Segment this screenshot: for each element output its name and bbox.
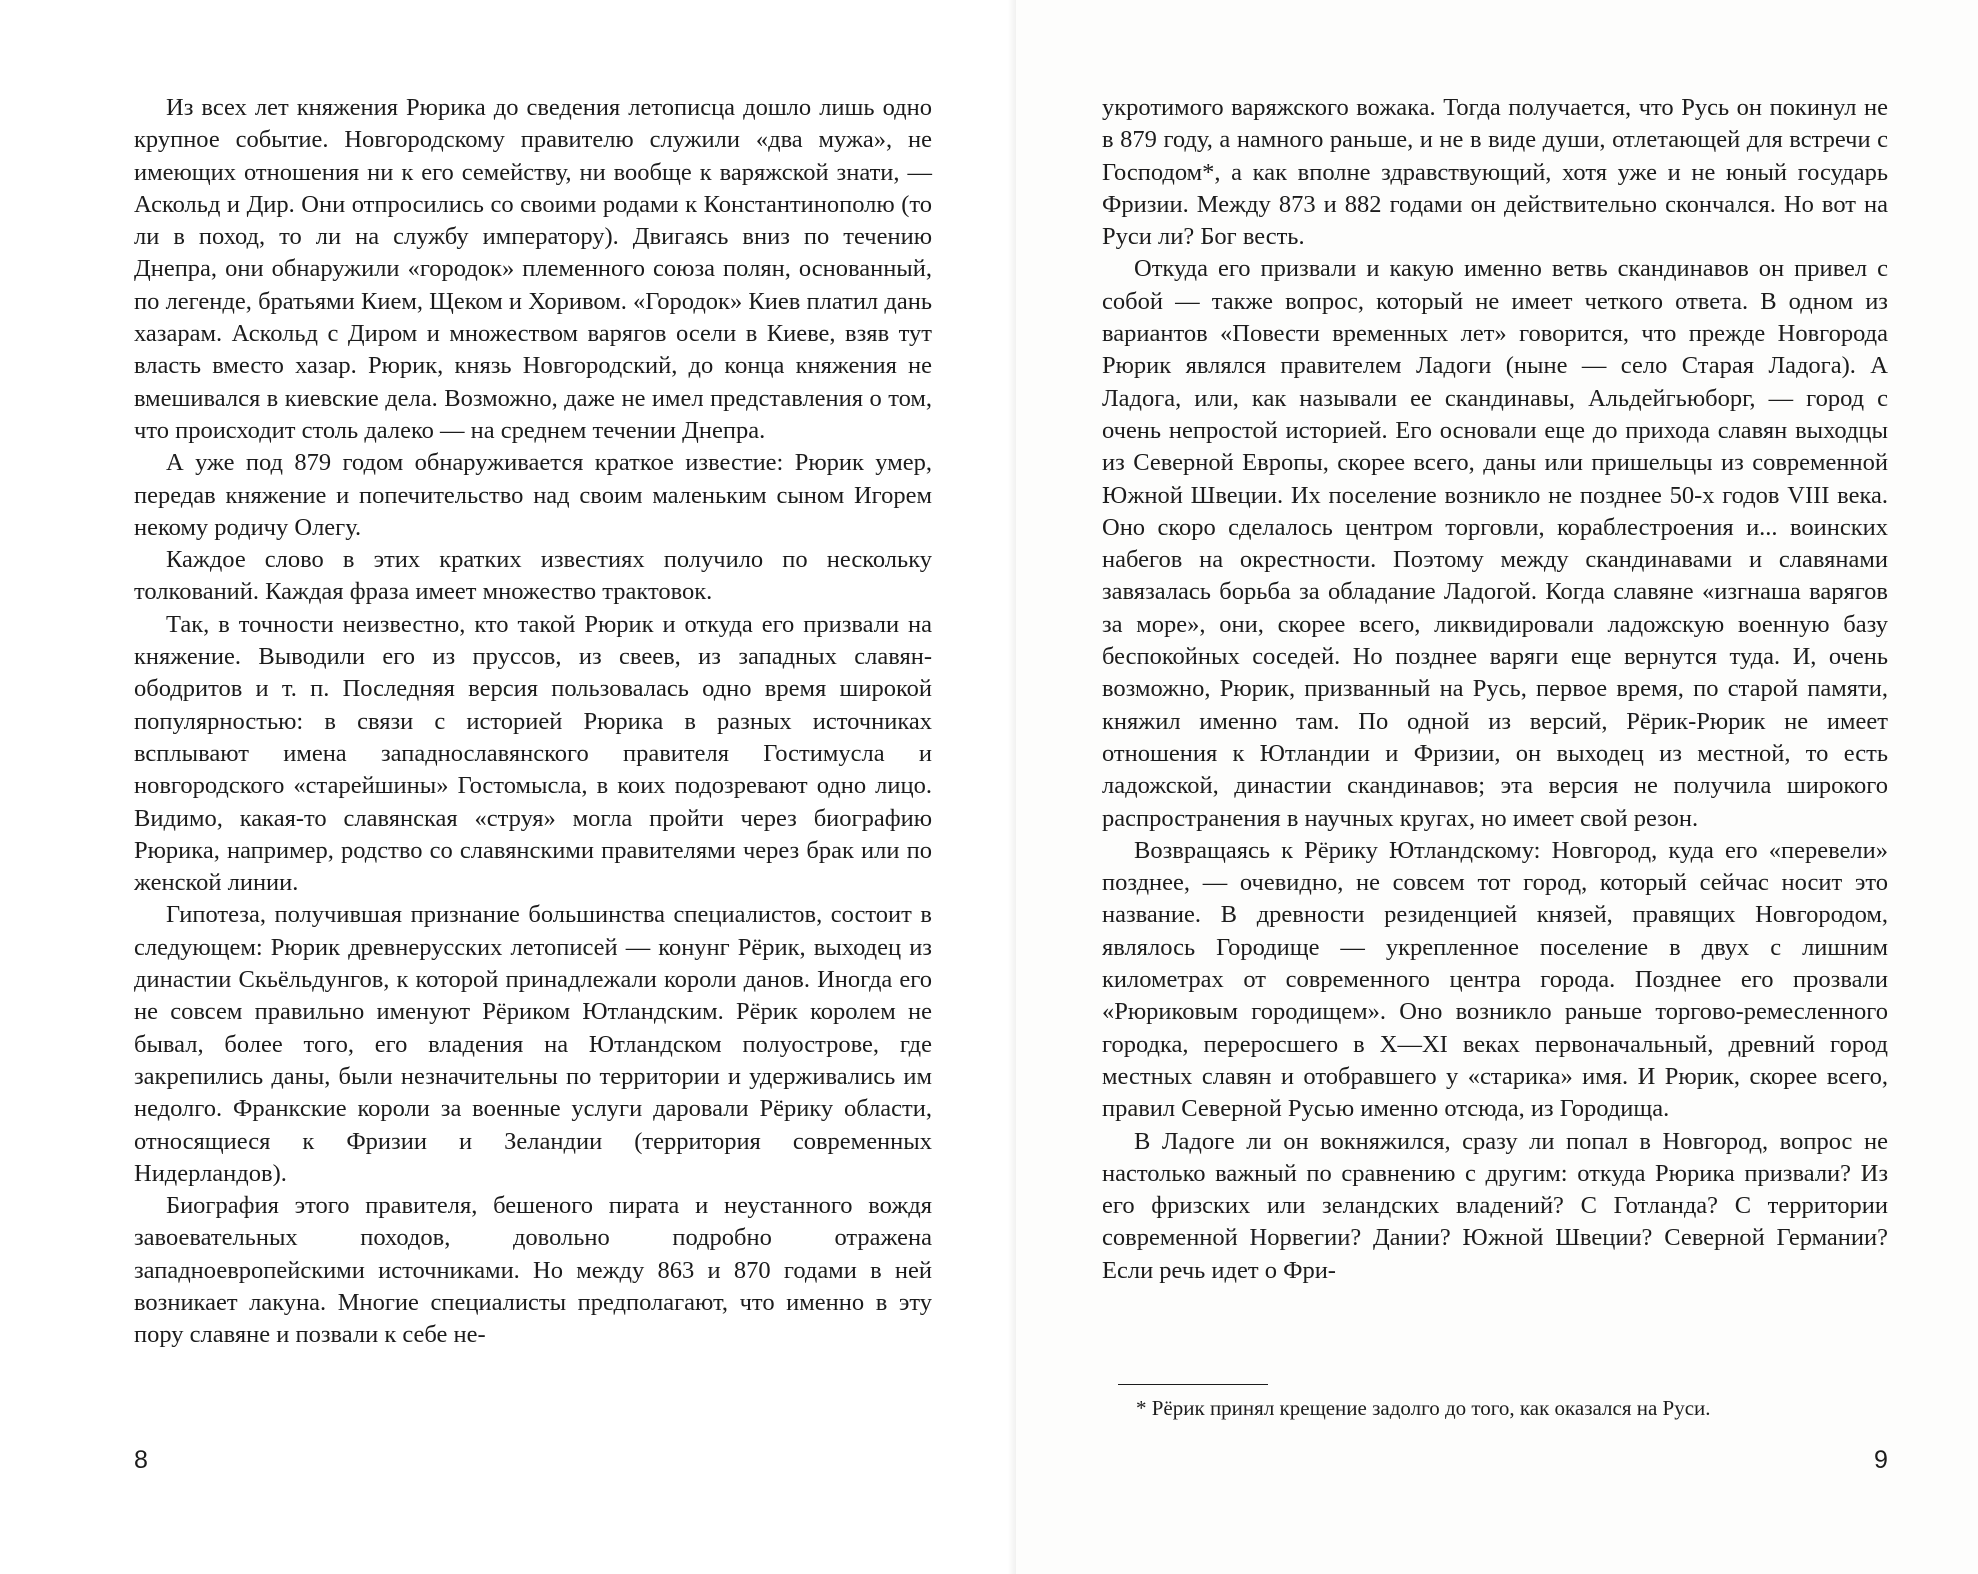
- page-number-right: 9: [1874, 1446, 1888, 1474]
- paragraph: Из всех лет княжения Рюрика до сведения летописца дошло лишь одно крупное событие. Новгородскому правителю служили «два мужа», не имеющих отношения ни к его семейству, ни вообще к варяжской знати, — Аскольд и Дир. Они отпросились со своими родами к Константинополю (то ли в поход, то ли на службу императору). Двигаясь вниз по течению Днепра, они обнаружили «городок» племенного союза полян, основанный, по легенде, братьями Кием, Щеком и Хоривом. «Городок» Киев платил дань хазарам. Аскольд с Диром и множеством варягов осели в Киеве, взяв тут власть вместо хазар. Рюрик, князь Новгородский, до конца княжения не вмешивался в киевские дела. Возможно, даже не имел представления о том, что происходит столь далеко — на среднем течении Днепра.: [134, 94, 932, 444]
- right-page-text: [1102, 92, 1888, 1287]
- footnote-divider: [1118, 1384, 1268, 1385]
- paragraph: Биография этого правителя, бешеного пирата и неустанного вождя завоевательных походов, довольно подробно отражена западноевропейскими источниками. Но между 863 и 870 годами в ней возникает лакуна. Многие специалисты предполагают, что именно в эту пору славяне и позвали к себе не-: [134, 1192, 932, 1349]
- paragraph: Так, в точности неизвестно, кто такой Рюрик и откуда его призвали на княжение. Выводили его из пруссов, из свеев, из западных славян-ободритов и т. п. Последняя версия пользовалась одно время широкой популярностью: в связи с историей Рюрика в разных источниках всплывают имена западнославянского правителя Гостимусла и новгородского «старейшины» Гостомысла, в коих подозревают одно лицо. Видимо, какая-то славянская «струя» могла пройти через биографию Рюрика, например, родство со славянскими правителями через брак или по женской линии.: [134, 610, 932, 897]
- paragraph-continued: укротимого варяжского вожака. Тогда получается, что Русь он покинул не в 879 году, а намного раньше, и не в виде души, отлетающей для встречи с Господом*, а как вполне здравствующий, хотя уже и не юный государь Фризии. Между 873 и 882 годами он действительно скончался. Но вот на Руси ли? Бог весть.: [1102, 94, 1888, 251]
- footnote: * Рёрик принял крещение задолго до того, как оказался на Руси.: [1136, 1396, 1711, 1420]
- paragraph: Каждое слово в этих кратких известиях получило по нескольку толкований. Каждая фраза имеет множество трактовок.: [134, 546, 932, 606]
- paragraph: В Ладоге ли он вокняжился, сразу ли попал в Новгород, вопрос не настолько важный по сравнению с другим: откуда Рюрика призвали? Из его фризских или зеландских владений? С Готланда? С территории современной Норвегии? Дании? Южной Швеции? Северной Германии? Если речь идет о Фри-: [1102, 1127, 1888, 1284]
- page-number-left: 8: [134, 1446, 148, 1474]
- right-page: [1016, 0, 1978, 1574]
- paragraph: Возвращаясь к Рёрику Ютландскому: Новгород, куда его «перевели» позднее, — очевидно, не совсем тот город, который сейчас носит это название. В древности резиденцией князей, правящих Новгородом, являлось Городище — укрепленное поселение в двух с лишним километрах от современного центра города. Позднее его прозвали «Рюриковым городищем». Оно возникло раньше торгово-ремесленного городка, переросшего в X—XI веках первоначальный, древний город местных славян и отобравшего у «старика» имя. И Рюрик, скорее всего, правил Северной Русью именно отсюда, из Городища.: [1102, 836, 1888, 1123]
- paragraph: Гипотеза, получившая признание большинства специалистов, состоит в следующем: Рюрик древнерусских летописей — конунг Рёрик, выходец из династии Скьёльдунгов, к которой принадлежали короли данов. Иногда его не совсем правильно именуют Рёриком Ютландским. Рёрик королем не бывал, более того, его владения на Ютландском полуострове, где закрепились даны, были незначительны по территории и удерживались им недолго. Франкские короли за военные услуги даровали Рёрику области, относящиеся к Фризии и Зеландии (территория современных Нидерландов).: [134, 901, 932, 1187]
- paragraph: Откуда его призвали и какую именно ветвь скандинавов он привел с собой — также вопрос, который не имеет четкого ответа. В одном из вариантов «Повести временных лет» говорится, что прежде Новгорода Рюрик являлся правителем Ладоги (ныне — село Старая Ладога). А Ладога, или, как называли ее скандинавы, Альдейгьюборг, — город с очень непростой историей. Его основали еще до прихода славян выходцы из Северной Европы, скорее всего, даны или пришельцы из современной Южной Швеции. Их поселение возникло не позднее 50-х годов VIII века. Оно скоро сделалось центром торговли, кораблестроения и... воинских набегов на окрестности. Поэтому между скандинавами и славянами завязалась борьба за обладание Ладогой. Когда славяне «изгнаша варягов за море», они, скорее всего, ликвидировали ладожскую военную базу беспокойных соседей. Но позднее варяги еще вернутся туда. И, очень возможно, Рюрик, призванный на Русь, первое время, по старой памяти, княжил именно там. По одной из версий, Рёрик-Рюрик не имеет отношения к Ютландии и Фризии, он выходец из местной, то есть ладожской, династии скандинавов; эта версия не получила широкого распространения в научных кругах, но имеет свой резон.: [1102, 255, 1888, 832]
- paragraph: А уже под 879 годом обнаруживается краткое известие: Рюрик умер, передав княжение и попечительство над своим маленьким сыном Игорем некому родичу Олегу.: [134, 449, 932, 541]
- left-page-text: [134, 92, 932, 1352]
